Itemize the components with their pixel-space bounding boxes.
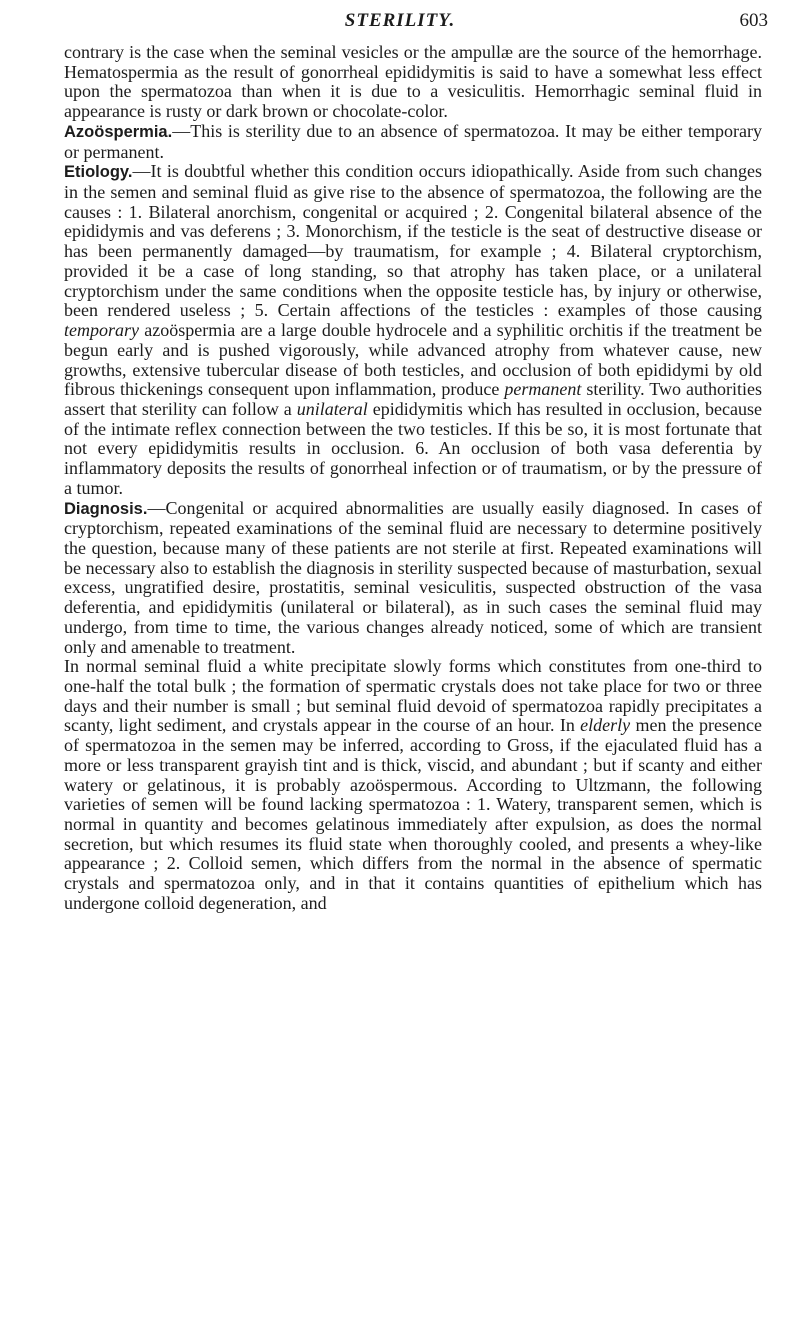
paragraph-diagnosis	[64, 499, 762, 658]
normal-fluid-text-b: men the presence of spermatozoa in the semen may be inferred, according to Gross, if the ejaculated fluid has a more or less transparent grayish tint and is thick, viscid, and abundant ; but if scanty and either watery or gelatinous, it is probably azoöspermous. According to Ultzmann, the following varieties of semen will be found lacking spermatozoa : 1. Watery, transparent semen, which is normal in quantity and becomes gelatinous immediately after expulsion, as does the normal secretion, but which resumes its fluid state when thoroughly cooled, and presents a whey-like appearance ; 2. Colloid semen, which differs from the normal in the absence of spermatic crystals and spermatozoa only, and in that it contains quantities of epithelium which has undergone colloid degeneration, and	[64, 715, 763, 913]
etiology-text-d: epididymitis which has resulted in occlusion, because of the intimate reflex connection between the two testicles. If this be so, it is most fortunate that not every epididymitis results in occlusion. 6. An occlusion of both vasa deferentia by inflammatory deposits the results of gonorrheal infection or of traumatism, or by the pressure of a tumor.	[64, 398, 762, 498]
azoospermia-text: —This is sterility due to an absence of spermatozoa. It may be either temporary or permanent.	[64, 120, 762, 162]
normal-fluid-elderly: elderly	[580, 715, 631, 736]
running-title: STERILITY.	[344, 10, 456, 31]
etiology-heading: Etiology.	[64, 163, 133, 182]
paragraph-normal-seminal-fluid	[64, 657, 762, 913]
diagnosis-text: —Congenital or acquired abnormalities are usually easily diagnosed. In cases of cryptorchism, repeated examinations of the seminal fluid are necessary to determine positively the question, because many of these patients are not sterile at first. Repeated examinations will be necessary also to establish the diagnosis in sterility suspected because of masturbation, sexual excess, ungratified desire, prostatitis, seminal vesiculitis, suspected obstruction of the vasa deferentia, and epididymitis (unilateral or bilateral), as in such cases the seminal fluid may undergo, from time to time, the various changes already noticed, some of which are transient only and amenable to treatment.	[64, 497, 762, 657]
body-text	[64, 43, 762, 914]
etiology-text-a: —It is doubtful whether this condition occurs idiopathically. Aside from such changes in the semen and seminal fluid as give rise to the absence of spermatozoa, the following are the causes : 1. Bilateral anorchism, congenital or acquired ; 2. Congenital bilateral absence of the epididymis and vas deferens ; 3. Monorchism, if the testicle is the seat of destructive disease or has been permanently damaged—by traumatism, for example ; 4. Bilateral cryptorchism, provided it be a case of long standing, so that atrophy has taken place, or a unilateral cryptorchism under the same conditions when the opposite testicle has, by injury or otherwise, been rendered useless ; 5. Certain affections of the testicles : examples of those causing	[64, 161, 762, 321]
etiology-temporary: temporary	[64, 320, 139, 341]
page-number: 603	[739, 10, 768, 31]
etiology-text-b: azoöspermia are a large double hydrocele and a syphilitic orchitis if the treatment be begun early and is pushed vigorously, while advanced atrophy from whatever cause, new growths, extensive tubercular disease of both testicles, and occlusion of both epididymi by old fibrous thickenings consequent upon inflammation, produce	[64, 320, 762, 400]
diagnosis-heading: Diagnosis.	[64, 499, 148, 518]
etiology-text-c: sterility. Two authorities assert that sterility can follow a	[64, 379, 763, 419]
paragraph-etiology	[64, 162, 762, 498]
paragraph-hemorrhage	[64, 43, 762, 122]
running-head	[0, 6, 800, 34]
azoospermia-heading: Azoöspermia.	[64, 122, 173, 141]
paragraph-hemorrhage-text: contrary is the case when the seminal vesicles or the ampullæ are the source of the hemorrhage. Hematospermia as the result of gonorrheal epididymitis is said to have a somewhat less effect upon the spermatozoa than when it is due to a vesiculitis. Hemorrhagic seminal fluid in appearance is rusty or dark brown or chocolate-color.	[64, 42, 762, 122]
normal-fluid-text-a: In normal seminal fluid a white precipitate slowly forms which constitutes from one-third to one-half the total bulk ; the formation of spermatic crystals does not take place for two or three days and their number is small ; but seminal fluid devoid of spermatozoa rapidly precipitates a scanty, light sediment, and crystals appear in the course of an hour. In	[64, 656, 762, 736]
paragraph-azoospermia	[64, 122, 762, 162]
etiology-unilateral: unilateral	[296, 398, 368, 419]
etiology-permanent: permanent	[504, 379, 582, 400]
